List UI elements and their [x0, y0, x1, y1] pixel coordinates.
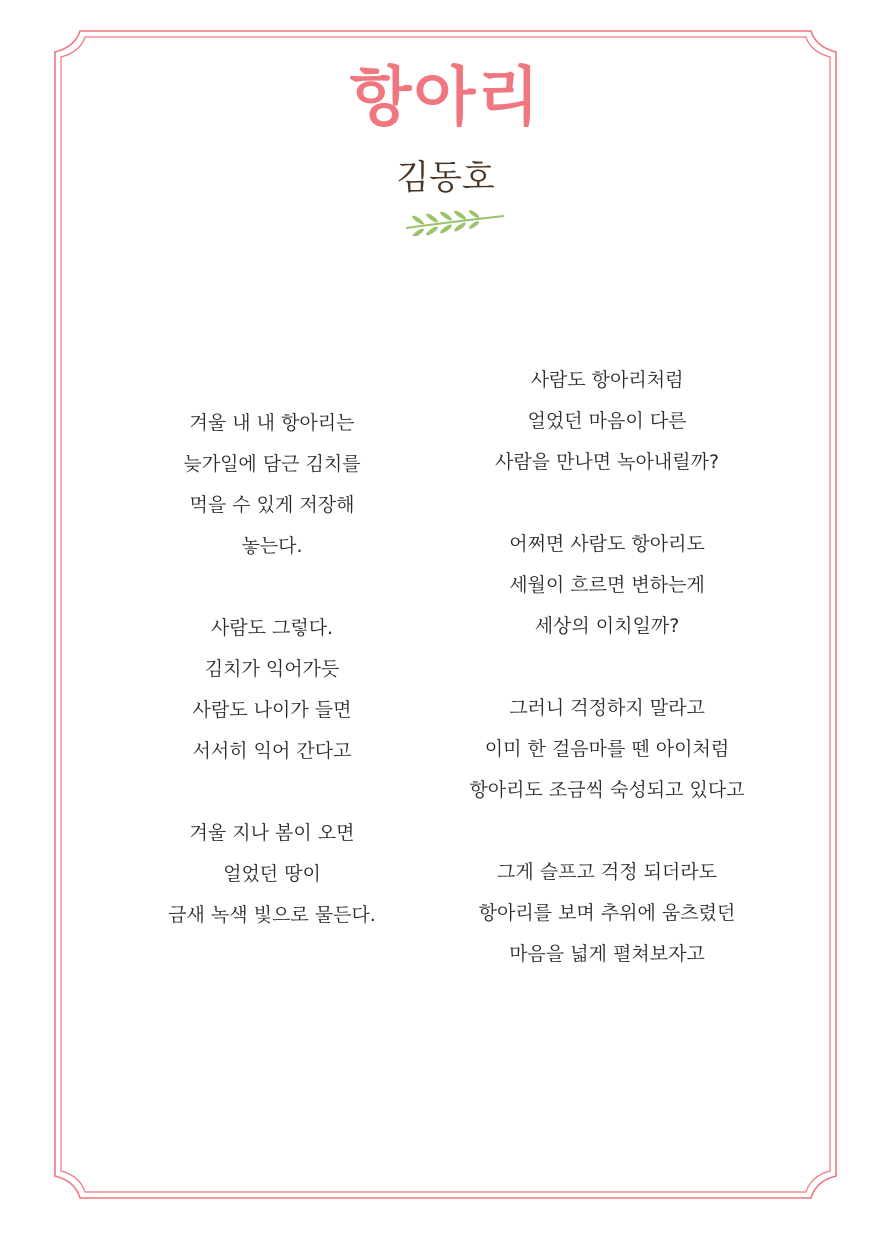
poem-line: 그러니 걱정하지 말라고 — [509, 697, 705, 719]
poem-line: 놓는다. — [241, 535, 303, 557]
poem-line: 세월이 흐르면 변하는게 — [509, 574, 705, 596]
poem-line: 먹을 수 있게 저장해 — [189, 494, 355, 516]
poem-line: 얼었던 마음이 다른 — [527, 410, 687, 432]
poem-line — [407, 647, 807, 688]
poem-line — [407, 811, 807, 852]
poem-line — [407, 483, 807, 524]
poem-line: 항아리도 조금씩 숙성되고 있다고 — [469, 779, 745, 801]
poem-line: 얼었던 땅이 — [223, 863, 321, 885]
poem-line: 금새 녹색 빛으로 물든다. — [168, 904, 376, 926]
poem-author: 김동호 — [396, 158, 495, 198]
poem-line: 겨울 지나 봄이 오면 — [189, 822, 355, 844]
poem-line: 세상의 이치일까? — [534, 615, 680, 637]
poem-line: 이미 한 걸음마를 뗀 아이처럼 — [484, 738, 730, 760]
poem-line: 겨울 내 내 항아리는 — [189, 412, 355, 434]
poem-line: 어쩌면 사람도 항아리도 — [509, 533, 705, 555]
poem-line: 그게 슬프고 걱정 되더라도 — [496, 861, 717, 883]
poem-line: 사람도 그렇다. — [210, 617, 334, 639]
poem-right-column — [407, 360, 807, 975]
poem-line: 김치가 익어가듯 — [204, 658, 340, 680]
poem-line: 사람도 항아리처럼 — [530, 369, 684, 391]
poem-line: 마음을 넓게 펼쳐보자고 — [509, 943, 705, 965]
poem-line: 항아리를 보며 추위에 움츠렸던 — [478, 902, 736, 924]
poem-line: 늦가일에 담근 김치를 — [183, 453, 361, 475]
poem-title: 항아리 — [349, 61, 542, 135]
leaf-sprig-icon — [400, 206, 508, 236]
poem-line: 사람도 나이가 들면 — [192, 699, 352, 721]
poem-line: 서서히 익어 간다고 — [192, 740, 352, 762]
poem-line: 사람을 만나면 녹아내릴까? — [494, 451, 720, 473]
